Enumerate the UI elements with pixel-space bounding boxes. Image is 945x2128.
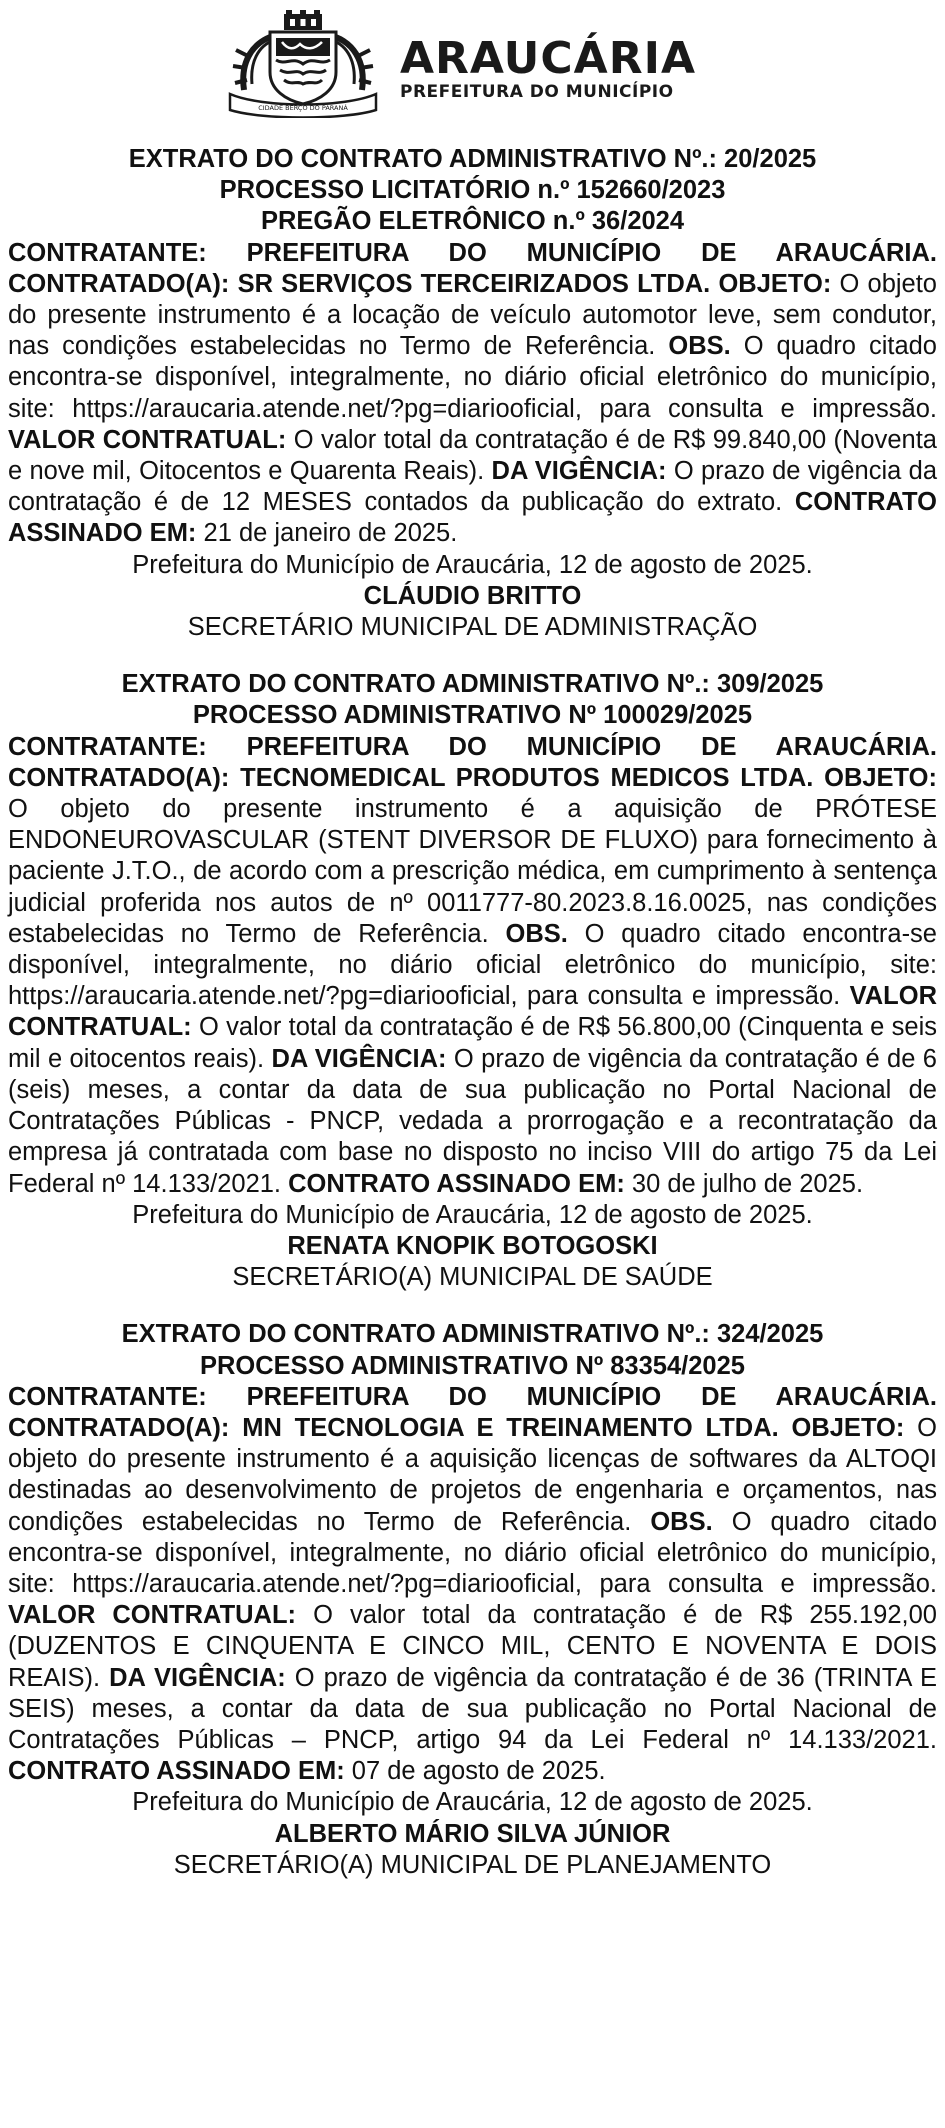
assinado-date: 30 de julho de 2025. bbox=[631, 1169, 864, 1198]
signer-role: SECRETÁRIO MUNICIPAL DE ADMINISTRAÇÃO bbox=[187, 613, 758, 642]
municipal-seal-icon bbox=[222, 10, 384, 118]
objeto-label: OBJETO: bbox=[791, 1413, 905, 1442]
vigencia-text: O prazo de vigência da contratação é de 12 MESES contados da publicação do extrato. bbox=[8, 457, 937, 517]
extract-heading-line: PROCESSO ADMINISTRATIVO Nº 83354/2025 bbox=[200, 1351, 745, 1380]
vigencia-text: O prazo de vigência da contratação é de 6 (seis) meses, a contar da data de sua publicação no Portal Nacional de Contratações Públicas - PNCP, vedada a prorrogação e a recontratação da empresa já contratada com base no disposto no inciso VIII do artigo 75 da Lei Federal nº 14.133/2021. bbox=[8, 1044, 937, 1198]
assinado-label: CONTRATO ASSINADO EM: bbox=[8, 488, 937, 548]
contratante-label: CONTRATANTE: bbox=[8, 1382, 207, 1411]
vigencia-label: DA VIGÊNCIA: bbox=[109, 1663, 286, 1692]
place-date: Prefeitura do Município de Araucária, 12 de agosto de 2025. bbox=[132, 550, 813, 579]
place-date: Prefeitura do Município de Araucária, 12 de agosto de 2025. bbox=[132, 1200, 813, 1229]
brand-logo bbox=[400, 33, 745, 102]
obs-text: O quadro citado encontra-se disponível, integralmente, no diário oficial eletrônico do município, site: https://araucaria.atende.net/?pg=diariooficial, para consulta e impressão. bbox=[8, 1507, 938, 1598]
valor-label: VALOR CONTRATUAL: bbox=[8, 1601, 297, 1630]
objeto-text: O objeto do presente instrumento é a aquisição de PRÓTESE ENDONEUROVASCULAR (STENT DIVERSOR DE FLUXO) para fornecimento à paciente J.T.O., de acordo com a prescrição médica, em cumprimento à sentença judicial proferida nos autos de nº 0011777-80.2023.8.16.0025, nas condições estabelecidas no Termo de Referência. bbox=[8, 795, 937, 948]
contratado-value: SR SERVIÇOS TERCEIRIZADOS LTDA. bbox=[237, 269, 711, 298]
valor-label: VALOR CONTRATUAL: bbox=[8, 425, 287, 454]
obs-text: O quadro citado encontra-se disponível, integralmente, no diário oficial eletrônico do município, site: https://araucaria.atende.net/?pg=diariooficial, para consulta e impressão. bbox=[8, 919, 937, 1011]
contratante-value: PREFEITURA DO MUNICÍPIO DE ARAUCÁRIA. bbox=[246, 732, 937, 761]
objeto-text: O objeto do presente instrumento é a aquisição licenças de softwares da ALTOQI destinadas ao desenvolvimento de projetos de engenharia e orçamentos, nas condições estabelecidas no Termo de Referência. bbox=[8, 1413, 938, 1536]
contratado-label: CONTRATADO(A): bbox=[8, 763, 230, 792]
signer-name: ALBERTO MÁRIO SILVA JÚNIOR bbox=[274, 1819, 671, 1848]
contratado-label: CONTRATADO(A): bbox=[8, 269, 230, 298]
brand-subtitle: PREFEITURA DO MUNICÍPIO bbox=[400, 82, 674, 102]
extract-body bbox=[8, 732, 937, 1200]
signer-role: SECRETÁRIO(A) MUNICIPAL DE SAÚDE bbox=[232, 1263, 713, 1292]
signer-name: RENATA KNOPIK BOTOGOSKI bbox=[287, 1231, 658, 1260]
contract-extract-1 bbox=[8, 128, 937, 643]
extract-heading-line: EXTRATO DO CONTRATO ADMINISTRATIVO Nº.: 20/2025 bbox=[128, 145, 817, 173]
contratante-value: PREFEITURA DO MUNICÍPIO DE ARAUCÁRIA. bbox=[246, 1382, 937, 1411]
valor-text: O valor total da contratação é de R$ 255.192,00 (DUZENTOS E CINQUENTA E CINCO MIL, CENTO E NOVENTA E DOIS REAIS). bbox=[8, 1601, 937, 1692]
extract-heading-line: EXTRATO DO CONTRATO ADMINISTRATIVO Nº.: 324/2025 bbox=[121, 1320, 824, 1349]
vigencia-text: O prazo de vigência da contratação é de 36 (TRINTA E SEIS) meses, a contar da data de sua publicação no Portal Nacional de Contratações Públicas – PNCP, artigo 94 da Lei Federal nº 14.133/2021. bbox=[8, 1663, 937, 1754]
contratante-label: CONTRATANTE: bbox=[8, 732, 207, 761]
objeto-text: O objeto do presente instrumento é a locação de veículo automotor leve, sem condutor, nas condições estabelecidas no Termo de Referência. bbox=[8, 269, 937, 361]
assinado-date: 07 de agosto de 2025. bbox=[351, 1757, 606, 1786]
extract-heading-line: PROCESSO ADMINISTRATIVO Nº 100029/2025 bbox=[192, 701, 753, 730]
objeto-label: OBJETO: bbox=[824, 763, 937, 792]
contratado-label: CONTRATADO(A): bbox=[8, 1413, 230, 1442]
obs-label: OBS. bbox=[505, 919, 568, 948]
signer-role: SECRETÁRIO(A) MUNICIPAL DE PLANEJAMENTO bbox=[173, 1850, 772, 1879]
contratante-label: CONTRATANTE: bbox=[8, 238, 207, 267]
objeto-label: OBJETO: bbox=[718, 269, 832, 298]
seal-motto: CIDADE BERÇO DO PARANÁ bbox=[258, 104, 348, 112]
valor-text: O valor total da contratação é de R$ 56.800,00 (Cinquenta e seis mil e oitocentos reais). bbox=[8, 1013, 937, 1073]
brand-name: ARAUCÁRIA bbox=[400, 33, 697, 84]
place-date: Prefeitura do Município de Araucária, 12 de agosto de 2025. bbox=[132, 1788, 813, 1817]
vigencia-label: DA VIGÊNCIA: bbox=[491, 457, 667, 486]
assinado-label: CONTRATO ASSINADO EM: bbox=[8, 1757, 345, 1786]
valor-label: VALOR CONTRATUAL: bbox=[8, 982, 937, 1042]
obs-label: OBS. bbox=[650, 1507, 713, 1536]
extract-heading-line: PREGÃO ELETRÔNICO n.º 36/2024 bbox=[260, 207, 685, 236]
obs-label: OBS. bbox=[668, 332, 731, 361]
vigencia-label: DA VIGÊNCIA: bbox=[271, 1044, 447, 1073]
header bbox=[8, 0, 937, 128]
extract-heading-line: PROCESSO LICITATÓRIO n.º 152660/2023 bbox=[219, 176, 726, 205]
contract-extract-2 bbox=[8, 669, 937, 1293]
extract-body bbox=[8, 1382, 937, 1788]
contratante-value: PREFEITURA DO MUNICÍPIO DE ARAUCÁRIA. bbox=[246, 238, 937, 267]
assinado-date: 21 de janeiro de 2025. bbox=[203, 519, 458, 548]
assinado-label: CONTRATO ASSINADO EM: bbox=[288, 1169, 625, 1198]
contract-extract-3 bbox=[8, 1319, 937, 1881]
signer-name: CLÁUDIO BRITTO bbox=[363, 581, 582, 610]
valor-text: O valor total da contratação é de R$ 99.840,00 (Noventa e nove mil, Oitocentos e Quarenta Reais). bbox=[8, 425, 937, 486]
extract-body bbox=[8, 238, 937, 550]
extract-heading-line: EXTRATO DO CONTRATO ADMINISTRATIVO Nº.: 309/2025 bbox=[121, 670, 824, 699]
contratado-value: TECNOMEDICAL PRODUTOS MEDICOS LTDA. bbox=[240, 763, 814, 792]
contratado-value: MN TECNOLOGIA E TREINAMENTO LTDA. bbox=[242, 1413, 779, 1442]
obs-text: O quadro citado encontra-se disponível, integralmente, no diário oficial eletrônico do município, site: https://araucaria.atende.net/?pg=diariooficial, para consulta e impressão. bbox=[8, 332, 937, 423]
